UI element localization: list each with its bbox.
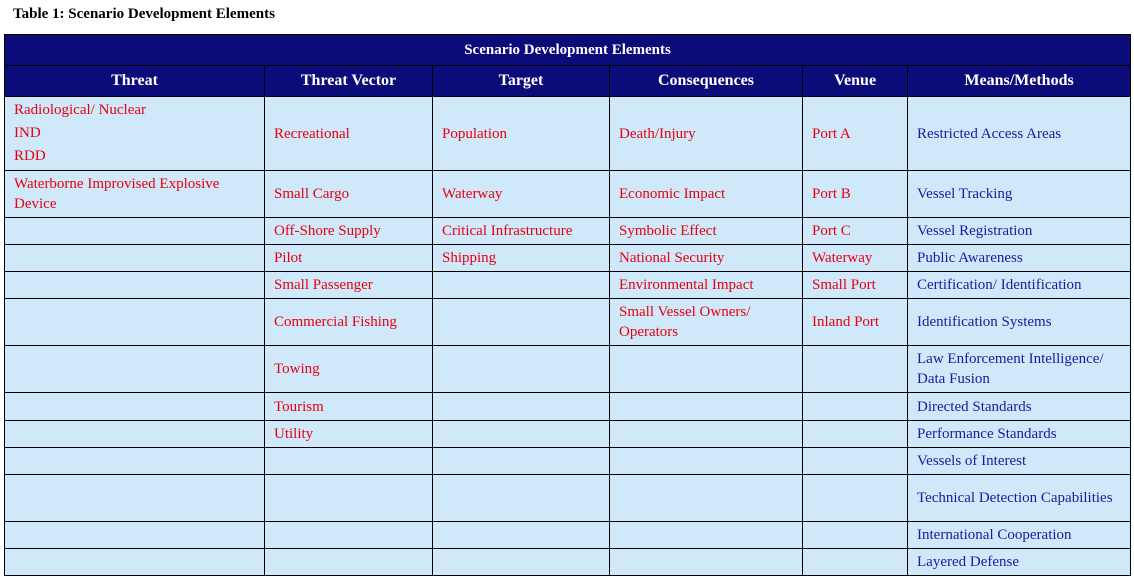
table-row — [5, 299, 1131, 346]
target-cell — [433, 549, 610, 576]
target-cell — [433, 299, 610, 346]
means-cell: Directed Standards — [908, 393, 1131, 421]
consequence-cell: Symbolic Effect — [610, 218, 803, 245]
threat-vector-cell: Pilot — [265, 245, 433, 272]
means-cell: Identification Systems — [908, 299, 1131, 346]
means-cell: Certification/ Identification — [908, 272, 1131, 299]
consequence-cell: Death/Injury — [610, 97, 803, 171]
threat-line: RDD — [14, 148, 46, 164]
threat-vector-cell — [265, 522, 433, 549]
means-cell: Restricted Access Areas — [908, 97, 1131, 171]
target-cell — [433, 346, 610, 393]
threat-vector-cell — [265, 475, 433, 522]
consequence-cell — [610, 522, 803, 549]
threat-vector-cell — [265, 448, 433, 475]
threat-cell: Waterborne Improvised Explosive Device — [5, 171, 265, 218]
consequence-cell: Economic Impact — [610, 171, 803, 218]
venue-cell — [803, 475, 908, 522]
threat-line: Radiological/ Nuclear — [14, 102, 147, 118]
target-cell — [433, 393, 610, 421]
table-row — [5, 421, 1131, 448]
table-row — [5, 448, 1131, 475]
table-row — [5, 475, 1131, 522]
venue-cell — [803, 448, 908, 475]
target-cell — [433, 522, 610, 549]
means-cell: Performance Standards — [908, 421, 1131, 448]
consequence-cell: National Security — [610, 245, 803, 272]
venue-cell — [803, 421, 908, 448]
consequence-cell — [610, 475, 803, 522]
threat-cell — [5, 549, 265, 576]
means-cell: Layered Defense — [908, 549, 1131, 576]
threat-cell — [5, 475, 265, 522]
means-cell: Vessel Tracking — [908, 171, 1131, 218]
means-cell: International Cooperation — [908, 522, 1131, 549]
threat-cell — [5, 346, 265, 393]
target-cell — [433, 475, 610, 522]
threat-vector-cell: Tourism — [265, 393, 433, 421]
table-row — [5, 522, 1131, 549]
threat-vector-cell: Utility — [265, 421, 433, 448]
means-cell: Technical Detection Capabilities — [908, 475, 1131, 522]
consequence-cell — [610, 346, 803, 393]
venue-cell — [803, 549, 908, 576]
table-row — [5, 97, 1131, 171]
venue-cell — [803, 522, 908, 549]
table-title: Scenario Development Elements — [5, 35, 1131, 66]
venue-cell — [803, 346, 908, 393]
table-row — [5, 393, 1131, 421]
consequence-cell — [610, 421, 803, 448]
venue-cell: Port A — [803, 97, 908, 171]
column-header-threat-vector: Threat Vector — [265, 66, 433, 97]
threat-vector-cell: Small Passenger — [265, 272, 433, 299]
target-cell — [433, 448, 610, 475]
threat-vector-cell: Small Cargo — [265, 171, 433, 218]
table-row — [5, 346, 1131, 393]
venue-cell: Port C — [803, 218, 908, 245]
threat-vector-cell: Towing — [265, 346, 433, 393]
column-header-venue: Venue — [803, 66, 908, 97]
threat-cell — [5, 97, 265, 171]
target-cell: Critical Infrastructure — [433, 218, 610, 245]
consequence-cell — [610, 393, 803, 421]
threat-cell — [5, 421, 265, 448]
threat-cell — [5, 245, 265, 272]
threat-cell — [5, 393, 265, 421]
venue-cell: Inland Port — [803, 299, 908, 346]
threat-vector-cell: Recreational — [265, 97, 433, 171]
table-row — [5, 218, 1131, 245]
consequence-cell — [610, 549, 803, 576]
means-cell: Law Enforcement Intelligence/ Data Fusion — [908, 346, 1131, 393]
target-cell — [433, 421, 610, 448]
column-header-consequences: Consequences — [610, 66, 803, 97]
threat-vector-cell — [265, 549, 433, 576]
means-cell: Public Awareness — [908, 245, 1131, 272]
venue-cell: Small Port — [803, 272, 908, 299]
threat-cell — [5, 448, 265, 475]
table-row — [5, 549, 1131, 576]
threat-vector-cell: Commercial Fishing — [265, 299, 433, 346]
scenario-table — [4, 34, 1131, 576]
target-cell: Waterway — [433, 171, 610, 218]
venue-cell — [803, 393, 908, 421]
table-row — [5, 245, 1131, 272]
table-row — [5, 171, 1131, 218]
table-caption: Table 1: Scenario Development Elements — [13, 6, 275, 22]
venue-cell: Waterway — [803, 245, 908, 272]
means-cell: Vessels of Interest — [908, 448, 1131, 475]
column-header-means-methods: Means/Methods — [908, 66, 1131, 97]
target-cell — [433, 272, 610, 299]
threat-cell — [5, 218, 265, 245]
consequence-cell — [610, 448, 803, 475]
column-header-target: Target — [433, 66, 610, 97]
table-row — [5, 272, 1131, 299]
means-cell: Vessel Registration — [908, 218, 1131, 245]
threat-line: IND — [14, 125, 41, 141]
column-header-threat: Threat — [5, 66, 265, 97]
target-cell: Shipping — [433, 245, 610, 272]
consequence-cell: Environmental Impact — [610, 272, 803, 299]
venue-cell: Port B — [803, 171, 908, 218]
threat-cell — [5, 299, 265, 346]
target-cell: Population — [433, 97, 610, 171]
consequence-cell: Small Vessel Owners/ Operators — [610, 299, 803, 346]
threat-vector-cell: Off-Shore Supply — [265, 218, 433, 245]
threat-cell — [5, 522, 265, 549]
threat-cell — [5, 272, 265, 299]
